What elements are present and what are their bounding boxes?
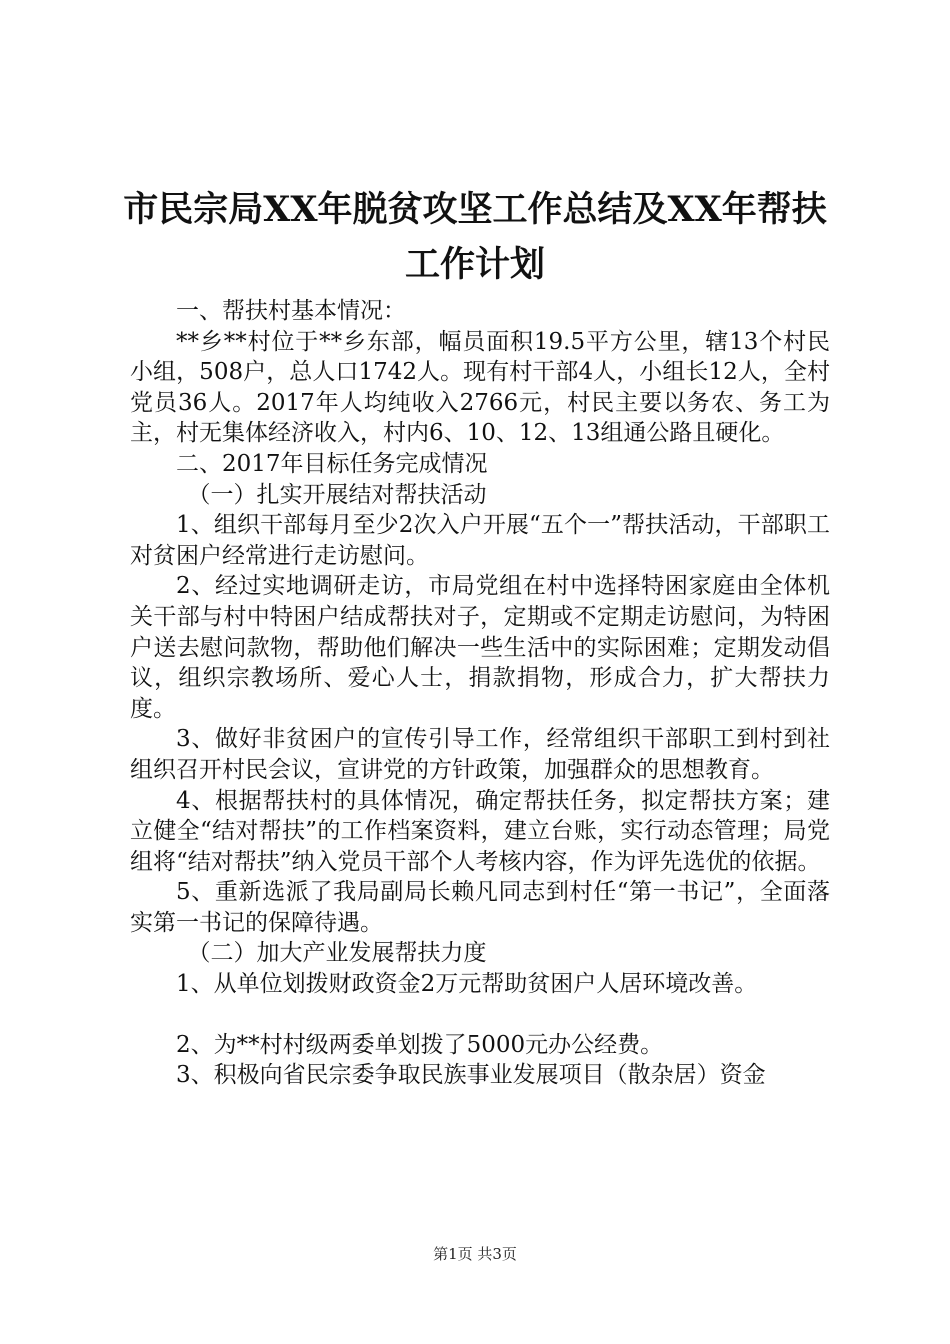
subsection-heading-paired-assistance: （一）扎实开展结对帮扶活动 — [187, 481, 487, 508]
paragraph-industry-item-2: 2、为**村村级两委单划拨了5000元办公经费。 — [176, 1031, 664, 1058]
paragraph-industry-item-3: 3、积极向省民宗委争取民族事业发展项目（散杂居）资金 — [176, 1062, 766, 1089]
paragraph-item-5: 5、重新选派了我局副局长赖凡同志到村任“第一书记”，全面落实第一书记的保障待遇。 — [130, 879, 830, 936]
section-heading-2017-targets: 二、2017年目标任务完成情况 — [176, 450, 488, 477]
document-title-line-1: 市民宗局XX年脱贫攻坚工作总结及XX年帮扶 — [123, 189, 827, 230]
document-body — [130, 296, 830, 1091]
paragraph-item-3: 3、做好非贫困户的宣传引导工作，经常组织干部职工到村到社组织召开村民会议，宣讲党的方针政策，加强群众的思想教育。 — [130, 726, 830, 783]
paragraph-village-overview: **乡**村位于**乡东部，幅员面积19.5平方公里，辖13个村民小组，508户，总人口1742人。现有村干部4人，小组长12人，全村党员36人。2017年人均纯收入2766元，村民主要以务农、务工为主，村无集体经济收入，村内6、10、12、13组通公路且硬化。 — [130, 328, 830, 447]
paragraph-item-4: 4、根据帮扶村的具体情况，确定帮扶任务，拟定帮扶方案；建立健全“结对帮扶”的工作档案资料，建立台账，实行动态管理；局党组将“结对帮扶”纳入党员干部个人考核内容，作为评先选优的依据。 — [130, 787, 830, 875]
page-footer: 第1页 共3页 — [433, 1245, 517, 1263]
paragraph-item-2: 2、经过实地调研走访，市局党组在村中选择特困家庭由全体机关干部与村中特困户结成帮扶对子，定期或不定期走访慰问，为特困户送去慰问款物，帮助他们解决一些生活中的实际困难；定期发动倡议，组织宗教场所、爱心人士，捐款捐物，形成合力，扩大帮扶力度。 — [130, 573, 830, 722]
paragraph-industry-item-1: 1、从单位划拨财政资金2万元帮助贫困户人居环境改善。 — [176, 971, 758, 998]
section-heading-basic-info: 一、帮扶村基本情况： — [176, 298, 406, 324]
document-title-line-2: 工作计划 — [404, 244, 545, 285]
subsection-heading-industry-support: （二）加大产业发展帮扶力度 — [187, 940, 487, 967]
paragraph-item-1: 1、组织干部每月至少2次入户开展“五个一”帮扶活动，干部职工对贫困户经常进行走访慰问。 — [130, 512, 830, 569]
